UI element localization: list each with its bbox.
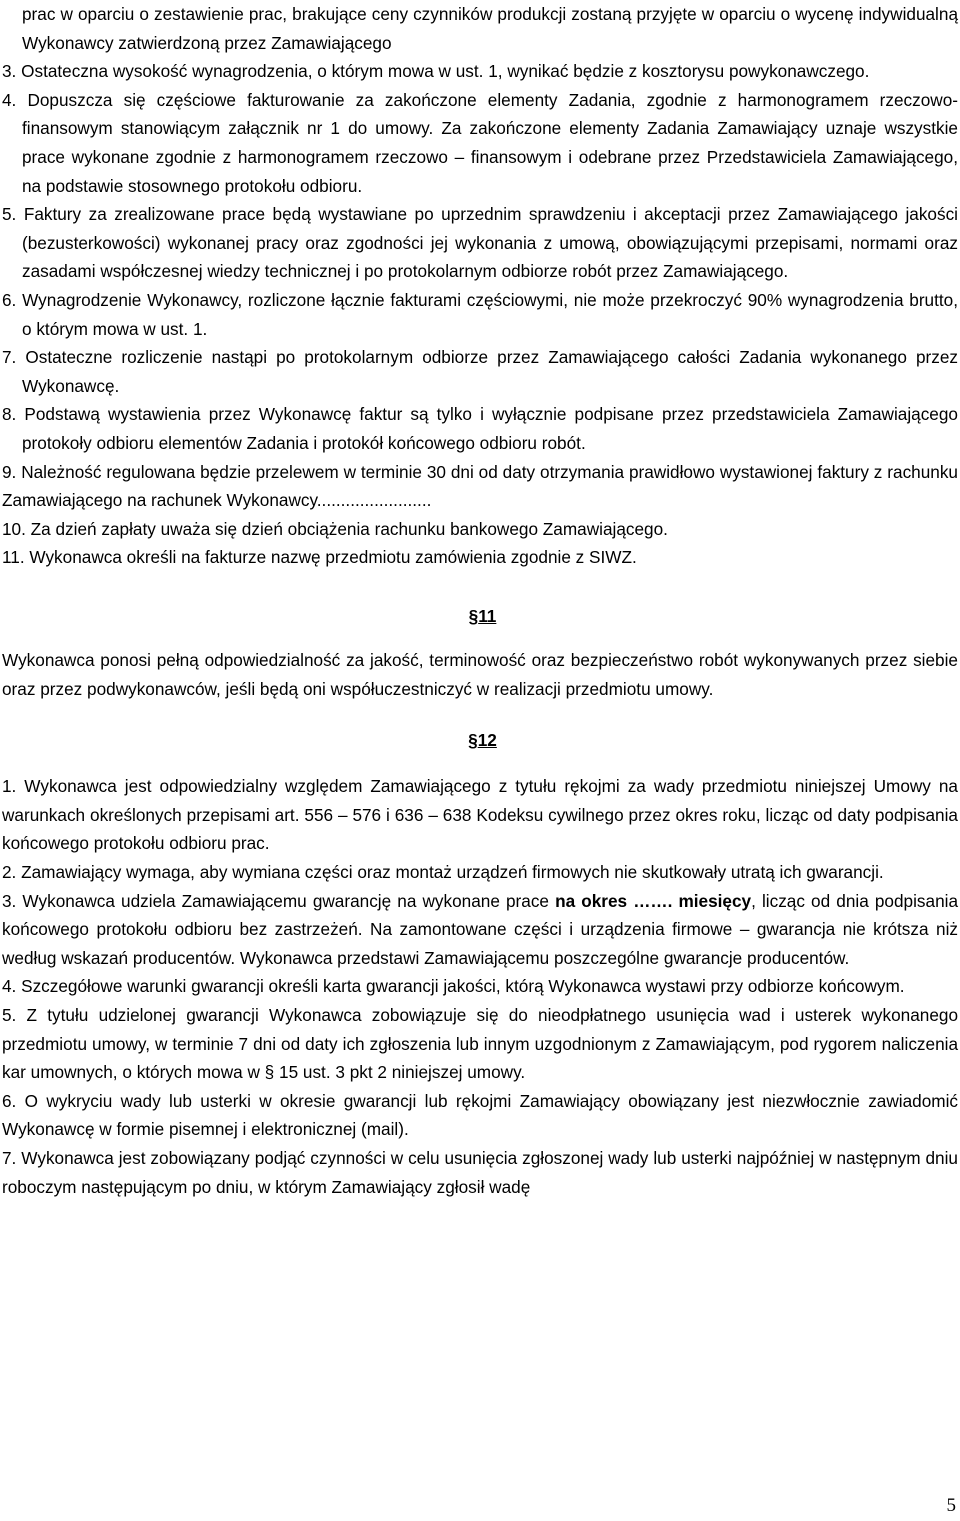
section-12-paragraph-4: 4. Szczegółowe warunki gwarancji określi karta gwarancji jakości, którą Wykonawca wystawi przy odbiorze końcowym. (2, 976, 905, 997)
paragraph-8: 8. Podstawą wystawienia przez Wykonawcę faktur są tylko i wyłącznie podpisane przez przedstawiciela Zamawiającego protokoły odbioru elementów Zadania i protokół końcowego odbioru robót. (2, 404, 958, 453)
paragraph-4: 4. Dopuszcza się częściowe fakturowanie za zakończone elementy Zadania, zgodnie z harmonogramem rzeczowo-finansowym stanowiącym załącznik nr 1 do umowy. Za zakończone elementy Zadania Zamawiający uznaje wszystkie prace wykonane zgodnie z harmonogramem rzeczowo – finansowym i odebrane przez Przedstawiciela Zamawiającego, na podstawie stosownego protokołu odbioru. (2, 89, 958, 196)
paragraph-7: 7. Ostateczne rozliczenie nastąpi po protokolarnym odbiorze przez Zamawiającego całości Zadania wykonanego przez Wykonawcę. (2, 347, 958, 396)
section-12-paragraph-7: 7. Wykonawca jest zobowiązany podjąć czynności w celu usunięcia zgłoszonej wady lub usterki najpóźniej w następnym dniu roboczym następującym po dniu, w którym Zamawiający zgłosił wadę (2, 1147, 958, 1197)
section-11-number: 11 (478, 605, 497, 626)
page-number: 5 (946, 1495, 956, 1516)
section-12-number: 12 (477, 729, 497, 750)
paragraph-9: 9. Należność regulowana będzie przelewem w terminie 30 dni od daty otrzymania prawidłowo wystawionej faktury z rachunku Zamawiającego na rachunek Wykonawcy........................ (2, 461, 958, 511)
section-12-paragraph-5: 5. Z tytułu udzielonej gwarancji Wykonawca zobowiązuje się do nieodpłatnego usunięcia wad i usterek wykonanego przedmiotu umowy, w terminie 7 dni od daty ich zgłoszenia lub innym uzgodnionym z Zamawiającym, pod rygorem naliczenia kar umownych, o których mowa w § 15 ust. 3 pkt 2 niniejszej umowy. (2, 1005, 958, 1083)
paragraph-3: 3. Ostateczna wysokość wynagrodzenia, o którym mowa w ust. 1, wynikać będzie z kosztorysu powykonawczego. (2, 61, 870, 82)
section-12-heading: §12 (468, 729, 497, 750)
section-12-paragraph-3 (2, 887, 958, 973)
paragraph-2-continuation: prac w oparciu o zestawienie prac, brakujące ceny czynników produkcji zostaną przyjęte w oparciu o wycenę indywidualną Wykonawcy zatwierdzoną przez Zamawiającego (22, 4, 958, 53)
section-12-paragraph-1: 1. Wykonawca jest odpowiedzialny względem Zamawiającego z tytułu rękojmi za wady przedmiotu niniejszej Umowy na warunkach określonych przepisami art. 556 – 576 i 636 – 638 Kodeksu cywilnego przez okres roku, licząc od daty podpisania końcowego protokołu odbioru prac. (2, 776, 958, 854)
paragraph-11: 11. Wykonawca określi na fakturze nazwę przedmiotu zamówienia zgodnie z SIWZ. (2, 547, 637, 568)
p3-text-end: , licząc od dnia podpisania końcowego protokołu odbioru bez zastrzeżeń. Na zamontowane części i urządzenia firmowe – gwarancja nie krótsza niż według wskazań producentów. Wykonawca przedstawi Zamawiającemu poszczególne gwarancje producentów. (2, 890, 959, 968)
section-11-body: Wykonawca ponosi pełną odpowiedzialność za jakość, terminowość oraz bezpieczeństwo robót wykonywanych przez siebie oraz przez podwykonawców, jeśli będą oni współuczestniczyć w realizacji przedmiotu umowy. (2, 650, 958, 700)
warranty-period-bold: na okres ……. miesięcy (555, 890, 752, 911)
section-12-paragraph-2: 2. Zamawiający wymaga, aby wymiana części oraz montaż urządzeń firmowych nie skutkowały utratą ich gwarancji. (2, 862, 884, 883)
section-12-paragraph-6: 6. O wykryciu wady lub usterki w okresie gwarancji lub rękojmi Zamawiający obowiązany jest niezwłocznie zawiadomić Wykonawcę w formie pisemnej i elektronicznej (mail). (2, 1090, 958, 1140)
section-11-heading: §11 (468, 605, 497, 626)
paragraph-5: 5. Faktury za zrealizowane prace będą wystawiane po uprzednim sprawdzeniu i akceptacji przez Zamawiającego jakości (bezusterkowości) wykonanej pracy oraz zgodności jej wykonania z umową, obowiązującymi przepisami, normami oraz zasadami współczesnej wiedzy technicznej i po protokolarnym odbiorze robót przez Zamawiającego. (2, 204, 958, 282)
paragraph-10: 10. Za dzień zapłaty uważa się dzień obciążenia rachunku bankowego Zamawiającego. (2, 518, 668, 539)
paragraph-6: 6. Wynagrodzenie Wykonawcy, rozliczone łącznie fakturami częściowymi, nie może przekroczyć 90% wynagrodzenia brutto, o którym mowa w ust. 1. (2, 289, 958, 339)
p3-text-start: 3. Wykonawca udziela Zamawiającemu gwarancję na wykonane prace (2, 890, 556, 911)
